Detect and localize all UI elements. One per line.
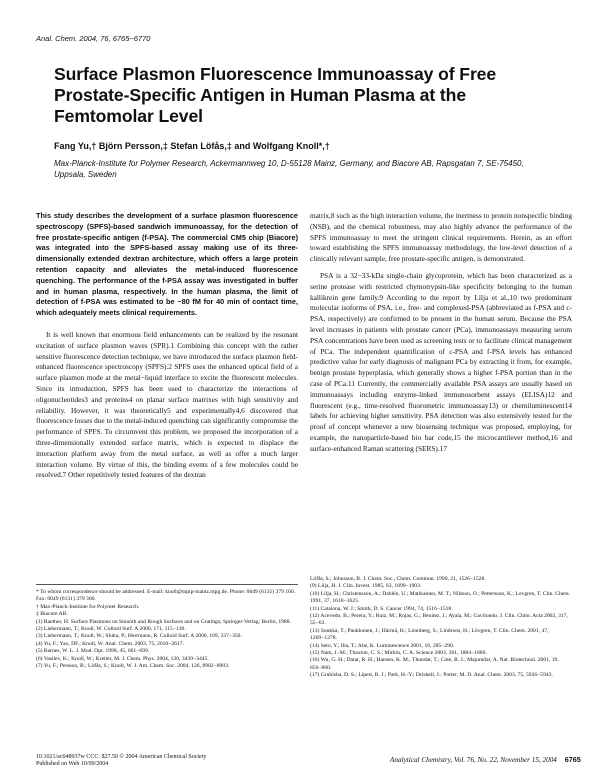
body-paragraph: PSA is a 32−33-kDa single-chain glycoprotein, which has been characterized as a serine protease with restricted chymotrypsin-like specificity belonging to the human kallikrein gene family.9 According to the report by Lilja et al.,10 two predominant molecular isoforms of PSA, i.e., free- and complexed-PSA (abbreviated as f-PSA and c-PSA, respectively) are confirmed to be present in the human serum. Because the PSA level increases in patients with prostate cancer (PCa), immunoassays measuring serum PSA concentrations have been used as screening tests or to facilitate clinical management of PCa. The independent quantification of c-PSA and f-PSA levels has enhanced predictive value for early diagnosis of malignant PCa by extracting it from, for example, benign prostate hyperplasia, which generally shows a higher f-PSA portion than in the case of PCa.11 Currently, the commercially available PSA assays are usually based on immunoassays including enzyme-linked immunosorbent assays (ELISA)12 and fluorescent (e.g., time-resolved fluorometric immunoassay13) or chemiluminescent14 labels for achieving higher sensitivity. PSA detection was also extensively tested for the proof of concept whenever a new biosensing technique was proposed, employing, for example, the nanoparticle-based bio bar code,15 the microcantilever method,16 and surface-enhanced Raman scattering (SERS).17 <box>310 270 572 453</box>
author-list: Fang Yu,† Björn Persson,‡ Stefan Löfås,‡ and Wolfgang Knoll*,† <box>54 141 330 151</box>
right-column <box>310 211 572 455</box>
page-number: 6765 <box>564 755 581 764</box>
footer-journal-issue <box>390 755 581 764</box>
reference-item: (11) Catalona, W. J.; Smith, D. S. Cancer 1994, 74, 1516−1518. <box>310 605 453 612</box>
reference-item: (16) Wu, G. H.; Datar, R. H.; Hansen, K. M.; Thundat, T.; Cote, R. J.; Majumdar, A. Nat. Biotechnol. 2001, 19, 856−860. <box>310 657 559 671</box>
reference-item: (4) Yu, F.; Yao, DF.; Knoll, W. Anal. Chem. 2003, 75, 2610−2617. <box>36 640 184 647</box>
journal-reference: Anal. Chem. 2004, 76, 6765−6770 <box>36 34 151 43</box>
reference-item: (13) Soukka, T.; Paukkunen, J.; Härmä, H.; Lönnberg, S.; Lindroos, H.; Lövgren, T. Clin. Chem. 2001, 47, 1269−1278. <box>310 627 549 642</box>
reference-item: (6) Vasilev, K.; Knoll, W.; Kreiter, M. J. Chem. Phys. 2004, 120, 3439−3445. <box>36 655 209 662</box>
body-paragraph: matrix,8 such as the high interaction volume, the inertness to protein nonspecific binding (NSB), and the chemical robustness, may also highly advance the performance of the SPFS immunoassay to meet the stringent clinical requirements. Herein, as an effort toward establishing the SPFS immunoassay methodology, the low-level detection of a clinically relevant sample, free prostate-specific antigen, is demonstrated. <box>310 211 572 264</box>
reference-item: (15) Nam, J.-M.; Thaxton, C. S.; Mirkin, C. A. Science 2003, 301, 1884−1886. <box>310 650 487 657</box>
left-column <box>36 211 298 481</box>
footer-publication-info <box>36 754 206 769</box>
reference-item: (17) Grubisha, D. S.; Lipert, R. J.; Park, H.-Y.; Driskell, J.; Porter, M. D. Anal. Chem. 2003, 75, 5936−5943. <box>310 672 553 679</box>
abstract: This study describes the development of a surface plasmon fluorescence spectroscopy (SPFS)-based sandwich immunoassay, for the detection of free prostate-specific antigen (f-PSA). The commercial CM5 chip (Biacore) was integrated into the SPFS-based assay making use of its three-dimensionally extended dextran architecture, which offers a large protein retention capacity and alleviates the metal-induced fluorescence quenching. The performance of the f-PSA assay was investigated in buffer and in human plasma, respectively. In the human plasma, the limit of detection of f-PSA was estimated to be ~80 fM for 40 min of contact time, which adequately meets clinical requirements. <box>36 211 298 318</box>
reference-item: (14) Seto, Y.; Iba, T.; Abe, K. Luminescence 2001, 16, 285−290. <box>310 642 455 649</box>
reference-item: (2) Liebermann, T.; Knoll, W. Colloid Surf. A 2000, 171, 115−130. <box>36 626 186 633</box>
intro-paragraph: It is well known that enormous field enhancements can be realized by the resonant excitation of surface plasmon waves (SPR).1 Combining this concept with the rather sensitive fluorescence detection technique, we have introduced the surface plasmon field-enhanced fluorescence spectroscopy (SPFS).2 SPFS uses the enhanced optical field of a surface plasmon mode at the metal−liquid interface to excite the fluorescent molecules. Since its introduction, SPFS has been used to characterize the interactions of oligonucleotides3 and proteins4 on planar surface matrixes with high sensitivity and reliability. However, it was theoretically5 and experimentally4,6 discovered that fluorescence losses due to the metal-induced quenching can significantly compromise the performance of SPFS. To circumvent this problem, we proposed the incorporation of a three-dimensionally extended surface matrix, which is expected to displace the interaction platform away from the metal surface, as well as offer a much larger interaction volume. By virtue of this, the binding events of a few molecules could be resolved.7 Other repetitively tested features of the dextran <box>36 329 298 480</box>
doi-line: 10.1021/ac048937w CCC: $27.50 © 2004 American Chemical Society <box>36 754 207 760</box>
article-title: Surface Plasmon Fluorescence Immunoassay of Free Prostate-Specific Antigen in Human Plasma at the Femtomolar Level <box>54 64 497 126</box>
reference-item: (12) Acevedo, B.; Perera, Y.; Ruiz, M.; Rojas, G.; Benitez, J.; Ayala, M.; Gavilondo, J. Clin. Chim. Acta 2002, 317, 55−63. <box>310 613 568 627</box>
reference-item: (5) Barnes, W. L. J. Mod. Opt. 1998, 45, 661−699. <box>36 648 150 655</box>
reference-item: (10) Lilja, H.; Christensson, A.; Dahlén, U.; Matikainen, M. T.; Nilsson, O.; Pettersson, K.; Lovgren, T. Clin. Chem. 1991, 37, 1618−1625. <box>310 590 570 605</box>
footnote: * To whom correspondence should be addressed. E-mail: knoll@mpip-mainz.mpg.de. Phone: 0049 (6131) 379 160. Fax: 0049 (6131) 379 360. <box>36 589 296 603</box>
reference-item: (9) Lilja, H. J. Clin. Invest. 1985, 63, 1899−1903. <box>310 583 422 590</box>
reference-item: (1) Raether, H. Surface Plasmons on Smooth and Rough Surfaces and on Gratings; Springer-Verlag: Berlin, 1988. <box>36 618 291 625</box>
reference-item: Löfås, S.; Johnsson, B. J. Chem. Soc., Chem. Commun. 1990, 21, 1526−1528. <box>310 576 486 582</box>
footnotes <box>36 584 298 670</box>
published-date: Published on Web 10/09/2004 <box>36 761 109 768</box>
footnote: ‡ Biacore AB. <box>36 611 68 618</box>
reference-item: (3) Liebermann, T.; Knoll, W.; Sluka, P.; Herrmann, R. Colloid Surf. A 2000, 169, 337−350. <box>36 633 242 640</box>
affiliation: Max-Planck-Institute for Polymer Research, Ackermannweg 10, D-55128 Mainz, Germany, and Biacore AB, Rapsgatan 7, SE-75450, Uppsala, Sweden <box>54 159 524 179</box>
footnote: † Max-Planck-Institute for Polymer Research. <box>36 603 140 610</box>
journal-issue: Analytical Chemistry, Vol. 76, No. 22, November 15, 2004 <box>390 756 557 764</box>
reference-item: (7) Yu, F.; Persson, B.; Löfås, S.; Knoll, W. J. Am. Chem. Soc. 2004, 126, 8902−8903. <box>36 663 230 670</box>
reference-list <box>310 576 572 680</box>
